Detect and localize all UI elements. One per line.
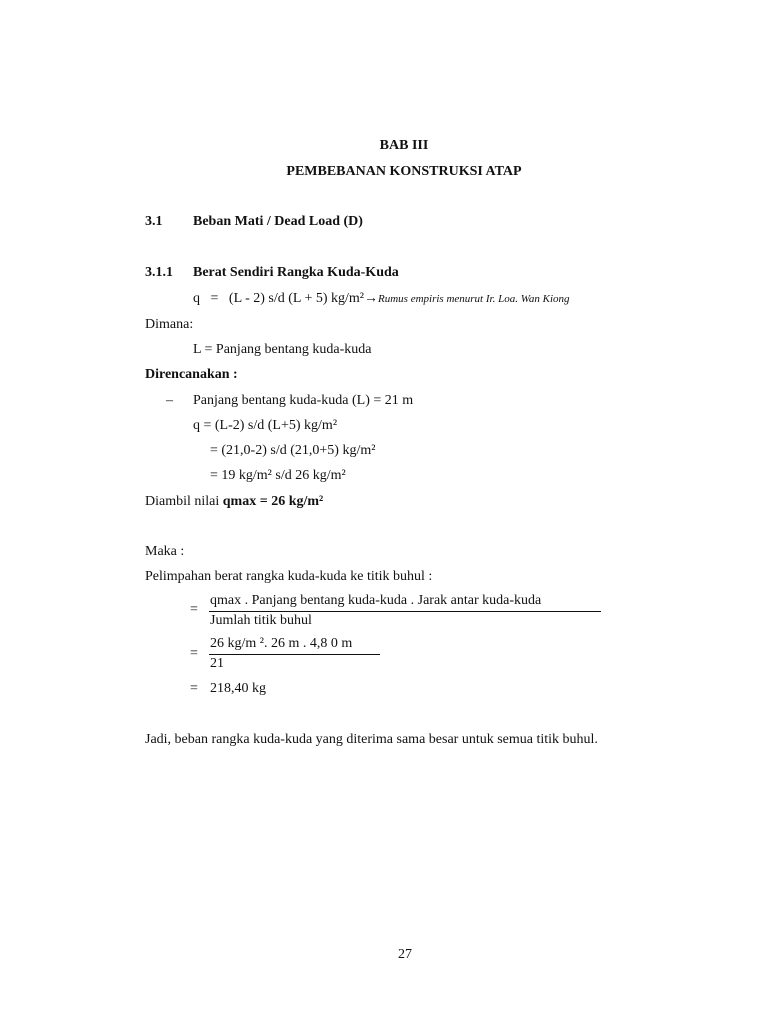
eq2-fraction-bar bbox=[209, 654, 380, 655]
formula-equals: = bbox=[210, 291, 219, 306]
where-label: Dimana: bbox=[145, 317, 194, 332]
eq1-fraction-bar bbox=[209, 611, 601, 612]
eq1-denominator: Jumlah titik buhul bbox=[210, 613, 312, 628]
subsection-title: Berat Sendiri Rangka Kuda-Kuda bbox=[193, 265, 399, 280]
formula-line bbox=[193, 292, 570, 306]
formula-expression: (L - 2) s/d (L + 5) kg/m² bbox=[228, 291, 364, 306]
maka-label: Maka : bbox=[145, 544, 185, 559]
q-range-line-3: = 19 kg/m² s/d 26 kg/m² bbox=[210, 468, 346, 483]
eq1-numerator: qmax . Panjang bentang kuda-kuda . Jarak antar kuda-kuda bbox=[210, 593, 542, 608]
formula-source-note: Rumus empiris menurut Ir. Loa. Wan Kiong bbox=[378, 293, 570, 305]
taken-value-line bbox=[145, 495, 323, 509]
q-range-line-1: q = (L-2) s/d (L+5) kg/m² bbox=[193, 418, 338, 433]
qmax-value: qmax = 26 kg/m² bbox=[222, 494, 324, 509]
where-definition: L = Panjang bentang kuda-kuda bbox=[193, 342, 372, 357]
q-range-line-2: = (21,0-2) s/d (21,0+5) kg/m² bbox=[210, 443, 376, 458]
conclusion-text: Jadi, beban rangka kuda-kuda yang diterima sama besar untuk semua titik buhul. bbox=[145, 732, 598, 747]
dash-bullet: – bbox=[166, 393, 173, 408]
chapter-title: PEMBEBANAN KONSTRUKSI ATAP bbox=[286, 164, 522, 179]
section-title: Beban Mati / Dead Load (D) bbox=[193, 214, 363, 229]
section-number: 3.1 bbox=[145, 214, 163, 229]
formula-symbol: q bbox=[193, 291, 200, 306]
taken-prefix: Diambil nilai bbox=[145, 494, 223, 509]
subsection-number: 3.1.1 bbox=[145, 265, 173, 280]
chapter-label: BAB III bbox=[379, 138, 429, 153]
eq2-sign: = bbox=[190, 646, 198, 661]
arrow-icon: → bbox=[364, 291, 378, 306]
span-length-line: Panjang bentang kuda-kuda (L) = 21 m bbox=[193, 393, 414, 408]
eq2-denominator: 21 bbox=[210, 656, 224, 671]
result-sign: = bbox=[190, 681, 198, 696]
result-value: 218,40 kg bbox=[210, 681, 266, 696]
page-number: 27 bbox=[398, 947, 412, 962]
calc-intro: Pelimpahan berat rangka kuda-kuda ke titik buhul : bbox=[145, 569, 433, 584]
eq1-sign: = bbox=[190, 602, 198, 617]
eq2-numerator: 26 kg/m ². 26 m . 4,8 0 m bbox=[210, 636, 353, 651]
planned-label: Direncanakan : bbox=[145, 367, 238, 382]
